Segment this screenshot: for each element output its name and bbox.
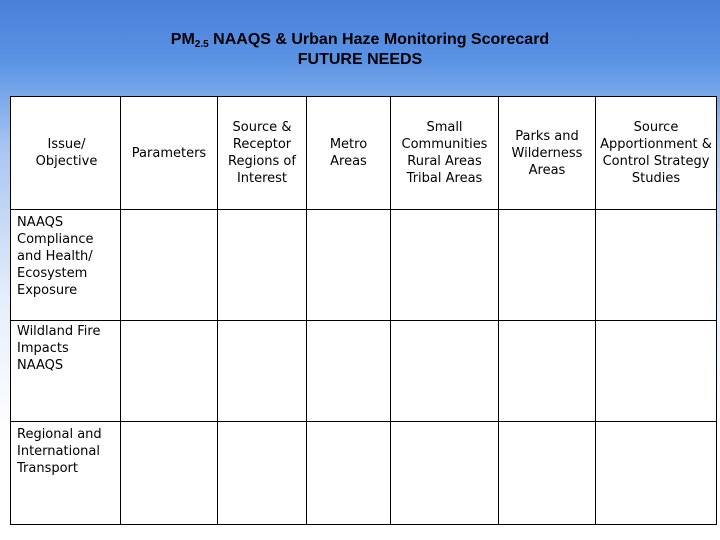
slide-subtitle: FUTURE NEEDS <box>297 51 423 68</box>
table-cell <box>499 210 596 321</box>
title-line <box>0 30 720 50</box>
table-cell <box>499 321 596 422</box>
table-cell <box>596 321 717 422</box>
table-cell <box>391 321 499 422</box>
column-header-parameters: Parameters <box>121 97 218 210</box>
table-cell <box>218 210 307 321</box>
title-rest: NAAQS & Urban Haze Monitoring Scorecard <box>208 31 550 48</box>
scorecard-table <box>10 96 717 525</box>
table-cell <box>499 422 596 525</box>
row-header-wildland-fire: Wildland Fire Impacts NAAQS <box>11 321 121 422</box>
table-cell <box>121 321 218 422</box>
column-header-source-apportionment: Source Apportionment & Control Strategy Studies <box>596 97 717 210</box>
row-header-regional-transport: Regional and International Transport <box>11 422 121 525</box>
table-cell <box>596 422 717 525</box>
slide-title <box>0 30 720 70</box>
title-subscript: 2.5 <box>194 39 209 50</box>
table-row <box>11 210 717 321</box>
table-cell <box>391 210 499 321</box>
table-cell <box>218 422 307 525</box>
table-cell <box>121 210 218 321</box>
table-cell <box>596 210 717 321</box>
column-header-source-receptor: Source & Receptor Regions of Interest <box>218 97 307 210</box>
column-header-small-communities: Small Communities Rural Areas Tribal Areas <box>391 97 499 210</box>
table-row <box>11 321 717 422</box>
table-cell <box>307 422 391 525</box>
column-header-parks: Parks and Wilderness Areas <box>499 97 596 210</box>
row-header-naaqs-compliance: NAAQS Compliance and Health/ Ecosystem Exposure <box>11 210 121 321</box>
table-cell <box>218 321 307 422</box>
table-cell <box>391 422 499 525</box>
table-row <box>11 422 717 525</box>
corner-header-cell: Issue/ Objective <box>11 97 121 210</box>
table-cell <box>307 321 391 422</box>
table-cell <box>121 422 218 525</box>
table-cell <box>307 210 391 321</box>
column-header-metro: Metro Areas <box>307 97 391 210</box>
header-row <box>11 97 717 210</box>
title-prefix: PM <box>170 31 195 48</box>
